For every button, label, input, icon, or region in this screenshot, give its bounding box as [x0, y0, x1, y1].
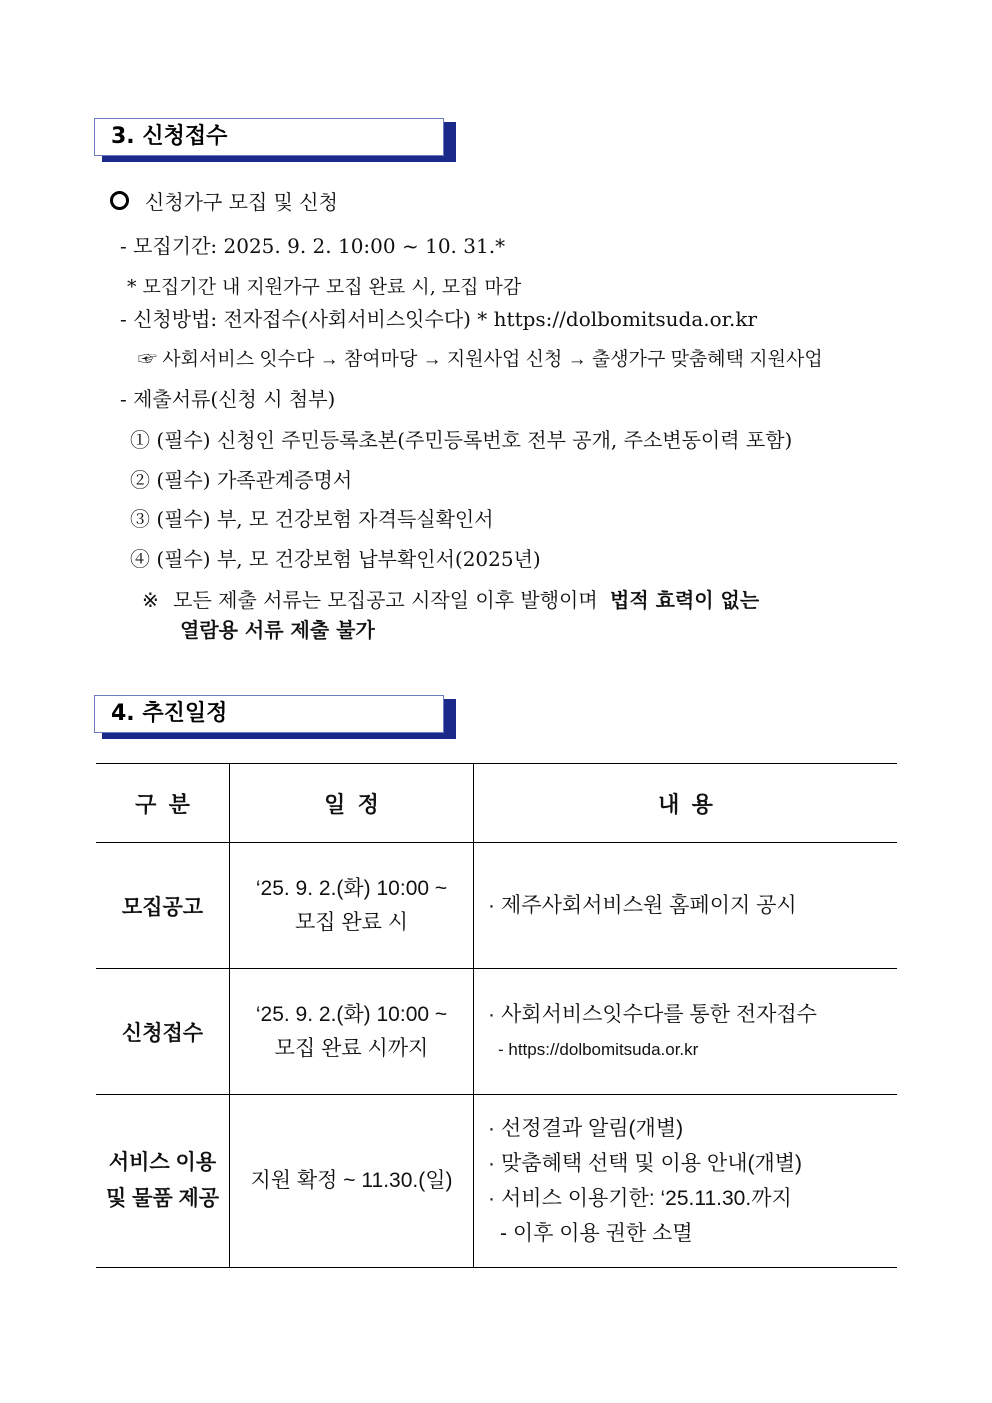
row-date: 지원 확정 ~ 11.30.(일)	[230, 1095, 474, 1268]
section-4-title: 4. 추진일정	[94, 695, 444, 733]
header-content: 내 용	[474, 764, 898, 843]
docs-note	[142, 584, 759, 613]
apply-method: - 신청방법: 전자접수(사회서비스잇수다) * https://dolbomitsuda.or.kr	[120, 307, 758, 331]
header-schedule: 일 정	[230, 764, 474, 843]
header-category: 구 분	[96, 764, 230, 843]
table-row	[96, 843, 897, 969]
row-date: ‘25. 9. 2.(화) 10:00 ~ 모집 완료 시까지	[230, 969, 474, 1095]
recruit-heading: 신청가구 모집 및 신청	[110, 186, 338, 215]
circle-bullet-icon	[110, 191, 129, 210]
row-category: 서비스 이용 및 물품 제공	[96, 1095, 230, 1268]
row-sub: - 이후 이용 권한 소멸	[500, 1222, 693, 1245]
table-row	[96, 1095, 897, 1268]
schedule-table	[96, 763, 897, 1268]
doc-item: ④ (필수) 부, 모 건강보험 납부확인서(2025년)	[130, 547, 541, 571]
note-bold: 법적 효력이 없는	[610, 588, 760, 612]
row-content: · 사회서비스잇수다를 통한 전자접수 - https://dolbomitsuda.or.kr	[474, 969, 898, 1095]
row-sub: - https://dolbomitsuda.or.kr	[498, 1039, 699, 1059]
docs-note-line2: 열람용 서류 제출 불가	[180, 618, 375, 642]
recruit-period-note: * 모집기간 내 지원가구 모집 완료 시, 모집 마감	[127, 276, 522, 298]
section-4-header	[94, 695, 456, 739]
note-plain: 모든 제출 서류는 모집공고 시작일 이후 발행이며	[173, 588, 598, 612]
docs-title: - 제출서류(신청 시 첨부)	[120, 387, 336, 411]
table-row	[96, 969, 897, 1095]
note-mark: ※	[142, 588, 159, 612]
section-3-title: 3. 신청접수	[94, 118, 444, 156]
doc-item: ③ (필수) 부, 모 건강보험 자격득실확인서	[130, 507, 494, 531]
row-content: · 선정결과 알림(개별) · 맞춤혜택 선택 및 이용 안내(개별) · 서비스 이용기한: ‘25.11.30.까지 - 이후 이용 권한 소멸	[474, 1095, 898, 1268]
row-category: 신청접수	[96, 969, 230, 1095]
doc-item: ① (필수) 신청인 주민등록초본(주민등록번호 전부 공개, 주소변동이력 포함)	[130, 428, 793, 452]
row-content: · 제주사회서비스원 홈페이지 공시	[474, 843, 898, 969]
section-3-header	[94, 118, 456, 162]
apply-path: ☞ 사회서비스 잇수다 → 참여마당 → 지원사업 신청 → 출생가구 맞춤혜택 지원사업	[138, 349, 823, 370]
row-category: 모집공고	[96, 843, 230, 969]
doc-item: ② (필수) 가족관계증명서	[130, 468, 353, 492]
recruit-period: - 모집기간: 2025. 9. 2. 10:00 ~ 10. 31.*	[120, 234, 506, 258]
row-date: ‘25. 9. 2.(화) 10:00 ~ 모집 완료 시	[230, 843, 474, 969]
table-header-row	[96, 764, 897, 843]
